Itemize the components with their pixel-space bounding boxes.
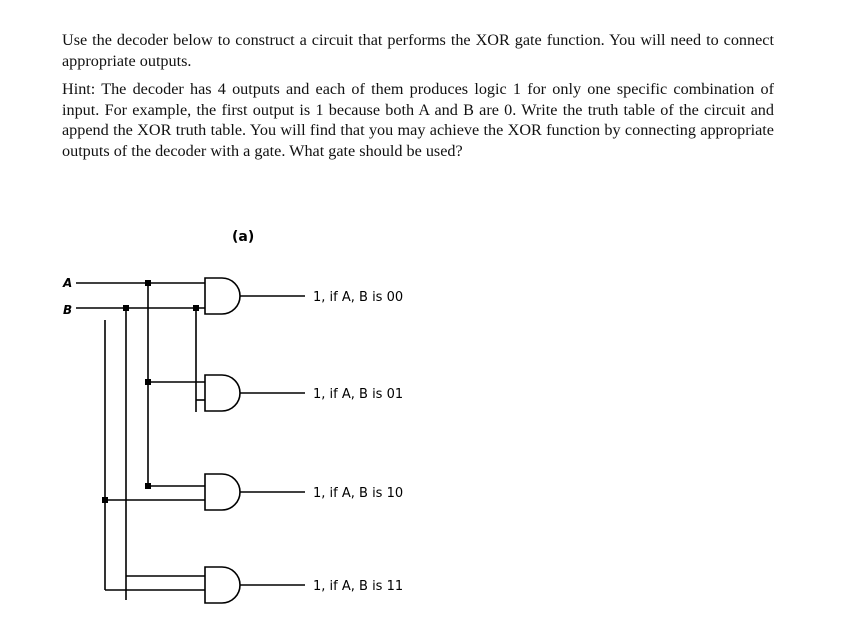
input-label-b: B bbox=[63, 303, 73, 317]
junction-dot bbox=[145, 379, 151, 385]
and-gates bbox=[205, 278, 240, 603]
diagram-caption: (a) bbox=[232, 229, 255, 245]
output-label-1: 1, if A, B is 00 bbox=[313, 290, 404, 305]
junction-dot bbox=[123, 305, 129, 311]
junction-dot bbox=[145, 280, 151, 286]
junction-dots bbox=[102, 280, 199, 503]
junction-dot bbox=[193, 305, 199, 311]
output-label-3: 1, if A, B is 10 bbox=[313, 486, 404, 501]
and-gate-1 bbox=[205, 278, 240, 314]
hint-paragraph: Hint: The decoder has 4 outputs and each of them produces logic 1 for only one specific combination of input. For example, the first output is 1 because both A and B are 0. Write the truth table of the circuit and append the XOR truth table. You will find that you may achieve the XOR function by connecting appropriate outputs of the decoder with a gate. What gate should be used? bbox=[62, 80, 774, 160]
junction-dot bbox=[102, 497, 108, 503]
output-label-2: 1, if A, B is 01 bbox=[313, 387, 404, 402]
input-label-a: A bbox=[63, 276, 73, 290]
junction-dot bbox=[145, 483, 151, 489]
wires bbox=[76, 283, 305, 600]
question-paragraph: Use the decoder below to construct a circuit that performs the XOR gate function. You will need to connect appropriate outputs. bbox=[62, 31, 774, 70]
and-gate-3 bbox=[205, 474, 240, 510]
and-gate-4 bbox=[205, 567, 240, 603]
and-gate-2 bbox=[205, 375, 240, 411]
output-label-4: 1, if A, B is 11 bbox=[313, 579, 404, 594]
